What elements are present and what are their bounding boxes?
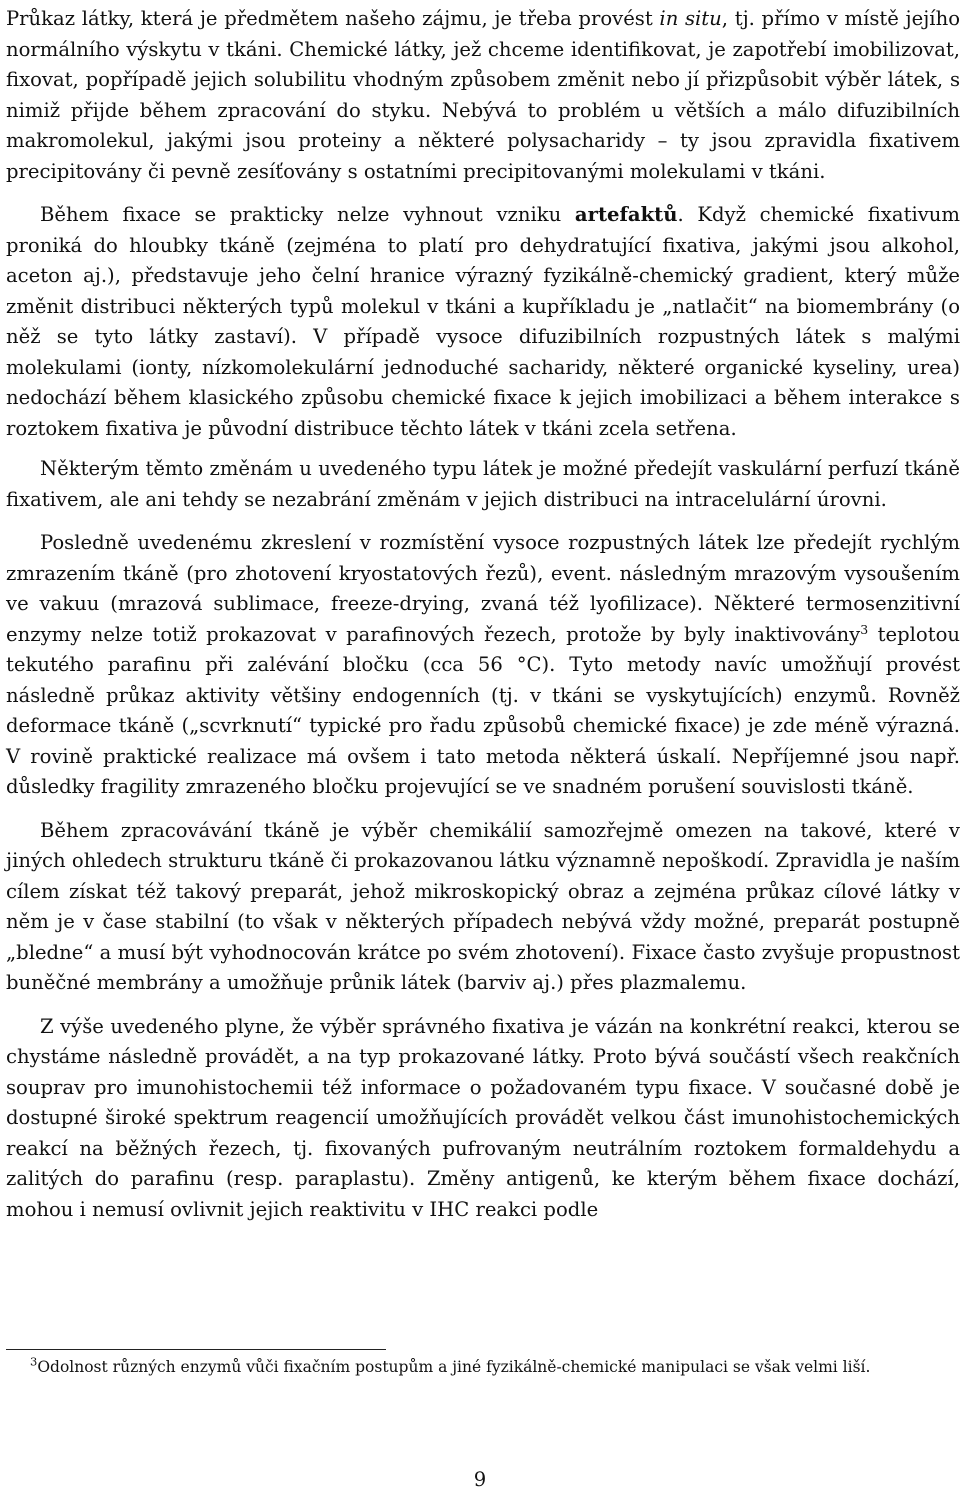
- footnote-divider: [6, 1349, 386, 1350]
- bold-term: artefaktů: [574, 203, 678, 226]
- paragraph-text: , tj. přímo v místě jejího normálního výskytu v tkáni. Chemické látky, jež chceme identifikovat, je zapotřebí imobilizovat, fixovat, popřípadě jejich solubilitu vhodným způsobem změnit nebo jí přizpůsobit výběr látek, s nimiž přijde během zpracování do styku. Nebývá to problém u větších a málo difuzibilních makromolekul, jakými jsou proteiny a některé polysacharidy – ty jsou zpravidla fixativem precipitovány či pevně zesíťovány s ostatními precipitovanými molekulami v tkáni.: [6, 7, 960, 183]
- paragraph-artefacts: [6, 200, 960, 444]
- footnote-mark: 3: [30, 1354, 38, 1369]
- paragraph-text: Průkaz látky, která je předmětem našeho zájmu, je třeba provést: [6, 7, 660, 30]
- page-body: [6, 4, 960, 1225]
- paragraph-chemicals: Během zpracovávání tkáně je výběr chemikálií samozřejmě omezen na takové, které v jiných ohledech strukturu tkáně či prokazovanou látku významně nepoškodí. Zpravidla je naším cílem získat též takový preparát, jehož mikroskopický obraz a zejména průkaz cílové látky v něm je v čase stabilní (to však v některých případech nebývá vždy možné, preparát postupně „bledne“ a musí být vyhodnocován krátce po svém zhotovení). Fixace často zvyšuje propustnost buněčné membrány a umožňuje průnik látek (barviv aj.) přes plazmalemu.: [6, 818, 960, 994]
- paragraph-text: teplotou tekutého parafinu při zalévání bločku (cca 56 °C). Tyto metody navíc umožňují provést následně průkaz aktivity většiny endogenních (tj. v tkáni se vyskytujících) enzymů. Rovněž deformace tkáně („scvrknutí“ typické pro řadu způsobů chemické fixace) je zde méně výrazná. V rovině praktické realizace má ovšem i tato metoda některá úskalí. Nepříjemné jsou např. důsledky fragility zmrazeného bločku projevující se ve snadném porušení souvislosti tkáně.: [6, 622, 960, 798]
- paragraph-text: Během fixace se prakticky nelze vyhnout vzniku: [40, 203, 575, 226]
- paragraph-fixative-choice: Z výše uvedeného plyne, že výběr správného fixativa je vázán na konkrétní reakci, kterou se chystáme následně provádět, a na typ prokazované látky. Proto bývá součástí všech reakčních souprav pro imunohistochemii též informace o požadovaném typu fixace. V současné době je dostupné široké spektrum reagencií umožňujících provádět velkou část imunohistochemických reakcí na běžných řezech, tj. fixovaných pufrovaným neutrálním roztokem formaldehydu a zalitých do parafinu (resp. paraplastu). Změny antigenů, ke kterým během fixace dochází, mohou i nemusí ovlivnit jejich reaktivitu v IHC reakci podle: [6, 1014, 960, 1221]
- paragraph-text: . Když chemické fixativum proniká do hloubky tkáně (zejména to platí pro dehydratující fixativa, jakými jsou alkohol, aceton aj.), představuje jeho čelní hranice výrazný fyzikálně-chemický gradient, který může změnit distribuci některých typů molekul v tkáni a kupříkladu je „natlačit“ na biomembrány (o něž se tyto látky zastaví). V případě vysoce difuzibilních rozpustných látek s malými molekulami (ionty, nízkomolekulární jednoduché sacharidy, některé organické kyseliny, urea) nedochází během klasického způsobu chemické fixace k jejich imobilizaci a během interakce s roztokem fixativa je původní distribuce těchto látek v tkáni zcela setřena.: [6, 203, 960, 440]
- page-number: 9: [473, 1468, 487, 1491]
- footnote: [6, 1353, 960, 1381]
- paragraph-perfusion: Některým těmto změnám u uvedeného typu látek je možné předejít vaskulární perfuzí tkáně fixativem, ale ani tehdy se nezabrání změnám v jejich distribuci na intracelulární úrovni.: [6, 457, 960, 511]
- footnote-text: Odolnost různých enzymů vůči fixačním postupům a jiné fyzikálně-chemické manipulaci se však velmi liší.: [37, 1358, 871, 1376]
- paragraph-freezing: [6, 528, 960, 803]
- footnote-reference[interactable]: 3: [860, 621, 869, 637]
- italic-term: in situ: [659, 7, 722, 30]
- paragraph-text: Posledně uvedenému zkreslení v rozmístění vysoce rozpustných látek lze předejít rychlým zmrazením tkáně (pro zhotovení kryostatových řezů), event. následným mrazovým vysoušením ve vakuu (mrazová sublimace, freeze-drying, zvaná též lyofilizace). Některé termosenzitivní enzymy nelze totiž prokazovat v parafinových řezech, protože by byly inaktivovány: [6, 531, 960, 646]
- paragraph-in-situ: [6, 4, 960, 187]
